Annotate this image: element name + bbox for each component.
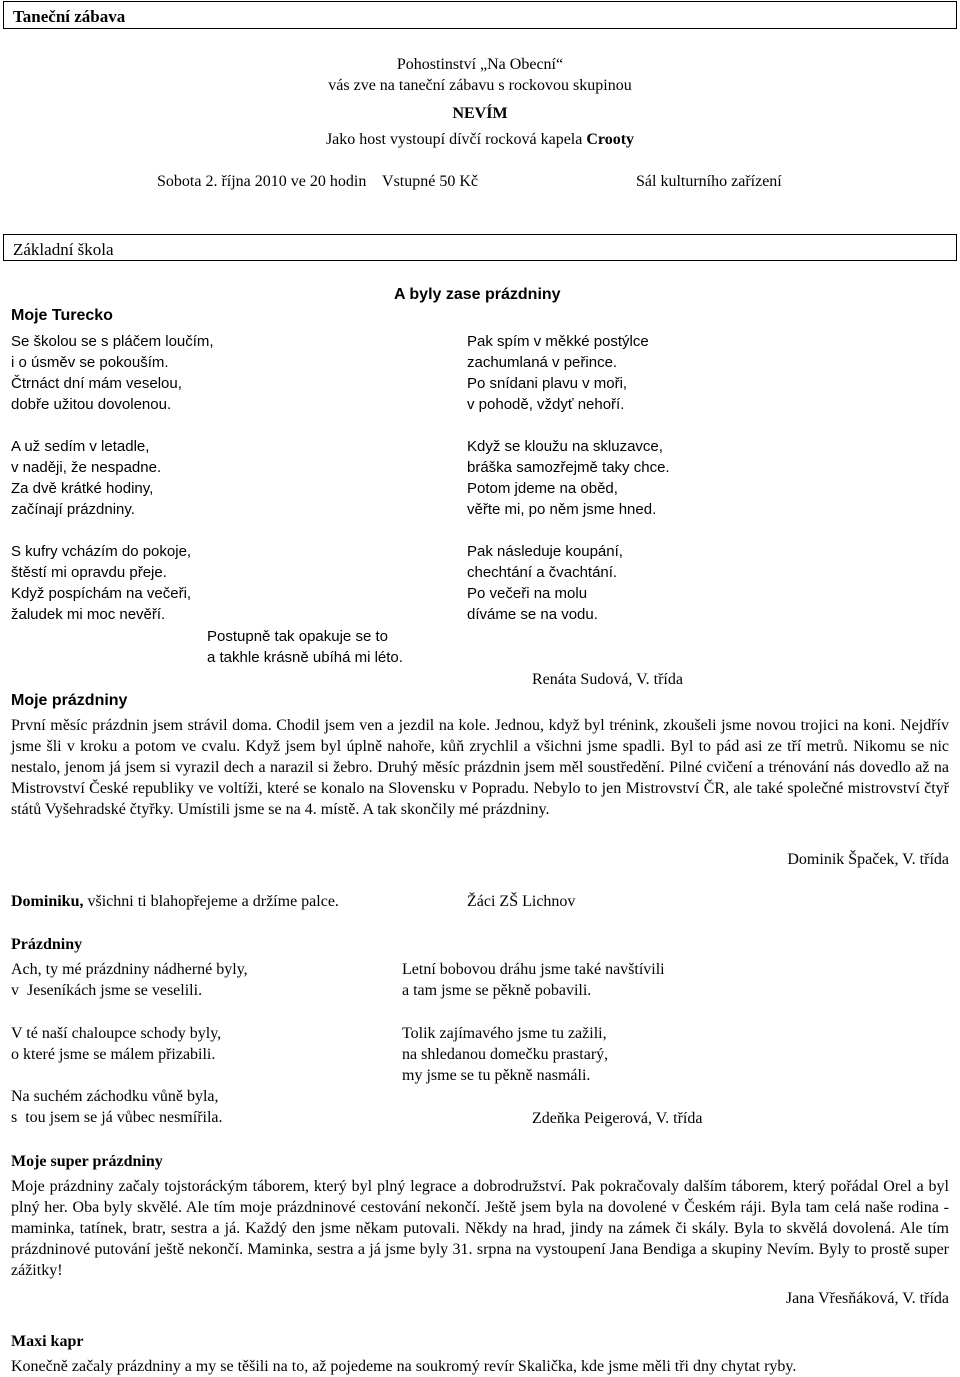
poem-line: my jsme se tu pěkně nasmáli. [402,1067,591,1084]
poem-line: dobře užitou dovolenou. [11,396,172,413]
place-line: Sál kulturního zařízení [636,173,782,190]
poem-stanza [11,541,191,625]
story-title: Moje super prázdniny [11,1153,163,1170]
poem-line: chechtání a čvachtání. [467,564,618,581]
guest-band: Crooty [586,131,635,148]
poem-line: díváme se na vodu. [467,606,598,623]
poem-title: Moje Turecko [11,307,113,324]
poem-line: Na suchém záchodku vůně byla, [11,1088,219,1105]
poem-line: zachumlaná v peřince. [467,354,618,371]
date-fee-line: Sobota 2. října 2010 ve 20 hodin Vstupné 50 Kč [157,173,479,190]
poem-line: s tou jsem se já vůbec nesmířila. [11,1109,223,1126]
poem-stanza [11,331,214,415]
section-title: Taneční zábava [13,7,126,26]
guest-prefix: Jako host vystoupí dívčí rocková kapela [325,131,587,148]
guest-line [0,129,960,150]
poem-line: Tolik zajímavého jsme tu zažili, [402,1025,607,1042]
poem-line: štěstí mi opravdu přeje. [11,564,167,581]
venue-line: Pohostinství „Na Obecní“ [396,56,564,73]
poem-stanza [467,331,649,415]
poem-stanza [402,959,665,1001]
author-signature: Jana Vřesňáková, V. třída [785,1290,949,1307]
author-signature: Zdeňka Peigerová, V. třída [532,1110,703,1127]
poem-line: v naději, že nespadne. [11,459,162,476]
poem-line: a tam jsme se pěkně pobavili. [402,982,592,999]
poem-line: v pohodě, vždyť nehoří. [467,396,625,413]
section-header-school [3,234,957,261]
poem-stanza [11,1086,223,1128]
congrats-text: všichni ti blahopřejeme a držíme palce. [83,893,339,910]
poem-line: Pak následuje koupání, [467,543,623,560]
poem-stanza [11,959,248,1001]
poem-line: Postupně tak opakuje se to [207,628,388,645]
poem-line: Když se kloužu na skluzavce, [467,438,663,455]
poem-line: Čtrnáct dní mám veselou, [11,375,182,392]
story-title: Maxi kapr [11,1333,84,1350]
author-signature: Dominik Špaček, V. třída [787,851,949,868]
poem-line: na shledanou domečku prastarý, [402,1046,609,1063]
congrats-signature: Žáci ZŠ Lichnov [467,893,576,910]
poem-line: Za dvě krátké hodiny, [11,480,154,497]
story-text: Konečně začaly prázdniny a my se těšili na to, až pojedeme na soukromý revír Skalička, kde jsme měli tři dny chytat ryby. [11,1358,797,1375]
poem-line: Letní bobovou dráhu jsme také navštívili [402,961,665,978]
story-title: Moje prázdniny [11,692,128,709]
poem-line: Pak spím v měkké postýlce [467,333,649,350]
story-text: Moje prázdniny začaly tojstoráckým táborem, který byl plný legrace a dobrodružství. Pak pokračovaly dalším táborem, který pořádal Orel a byl plný her. Oba byly skvělé. Ale tím moje prázdninové cestování nekončí. Ještě jsem byla na dovolené v Českém ráji. Byla tam celá naše rodina - maminka, tatínek, bratr, sestra a já. Každý den jsme někam putovali. Někdy na hrad, jindy na zámek či skály. Byla to skvělá dovolená. Ale tím prázdninové putování ještě nekončí. Maminka, sestra a já jsme byly 31. srpna na vystoupení Jana Bendiga a skupiny Nevím. Byly to prostě super zážitky! [11,1178,949,1279]
poem-stanza [11,436,161,520]
poem-line: Se školou se s pláčem loučím, [11,333,214,350]
band-name: NEVÍM [452,105,508,122]
poem-line: začínají prázdniny. [11,501,135,518]
author-signature: Renáta Sudová, V. třída [532,671,683,688]
poem-line: Po večeři na molu [467,585,588,602]
section-title: Základní škola [13,240,114,259]
poem-line: žaludek mi moc nevěří. [11,606,166,623]
poem-line: S kufry vcházím do pokoje, [11,543,192,560]
poem-line: bráška samozřejmě taky chce. [467,459,670,476]
poem-stanza [467,541,623,625]
poem-line: Ach, ty mé prázdniny nádherné byly, [11,961,248,978]
invite-line: vás zve na taneční zábavu s rockovou skupinou [328,77,632,94]
poem-line: Potom jdeme na oběd, [467,480,618,497]
poem-line: Po snídani plavu v moři, [467,375,628,392]
congrats-line [11,891,339,912]
poem-title: A byly zase prázdniny [394,286,561,303]
poem-stanza [467,436,670,520]
poem-line: o které jsme se málem přizabili. [11,1046,216,1063]
poem-line: a takhle krásně ubíhá mi léto. [207,649,403,666]
poem-stanza [402,1023,608,1086]
poem-line: věřte mi, po něm jsme hned. [467,501,657,518]
poem-ending [207,626,403,668]
poem-line: Když pospíchám na večeři, [11,585,192,602]
poem-line: i o úsměv se pokouším. [11,354,169,371]
poem-stanza [11,1023,221,1065]
poem-line: A už sedím v letadle, [11,438,150,455]
congrats-name: Dominiku, [11,893,84,910]
poem-line: v Jeseníkách jsme se veselili. [11,982,203,999]
poem-line: V té naší chaloupce schody byly, [11,1025,222,1042]
section-header-dance [3,1,957,29]
poem-title: Prázdniny [11,936,83,953]
story-text: První měsíc prázdnin jsem strávil doma. Chodil jsem ven a jezdil na kole. Jednou, když byl trénink, zkoušeli jsme novou trojici na koni. Nejdřív jsme šli v kroku a potom ve cvalu. Když jsem byl úplně nahoře, kůň zrychlil a všichni jsme spadli. Byl to pád asi ze tří metrů. Nikomu se nic nestalo, jenom já jsem si vyrazil dech a narazil si žebro. Druhý měsíc prázdnin jsem měl soustředění. Pilné cvičení a trénování nás dovedlo až na Mistrovství České republiky ve voltíži, které se konalo na Slovensku v Popradu. Nebylo to jen Mistrovství ČR, ale také společné mistrovství čtyř států Vyšehradské čtyřky. Umístili jsme se na 4. místě. A tak skončily mé prázdniny. [11,717,949,818]
